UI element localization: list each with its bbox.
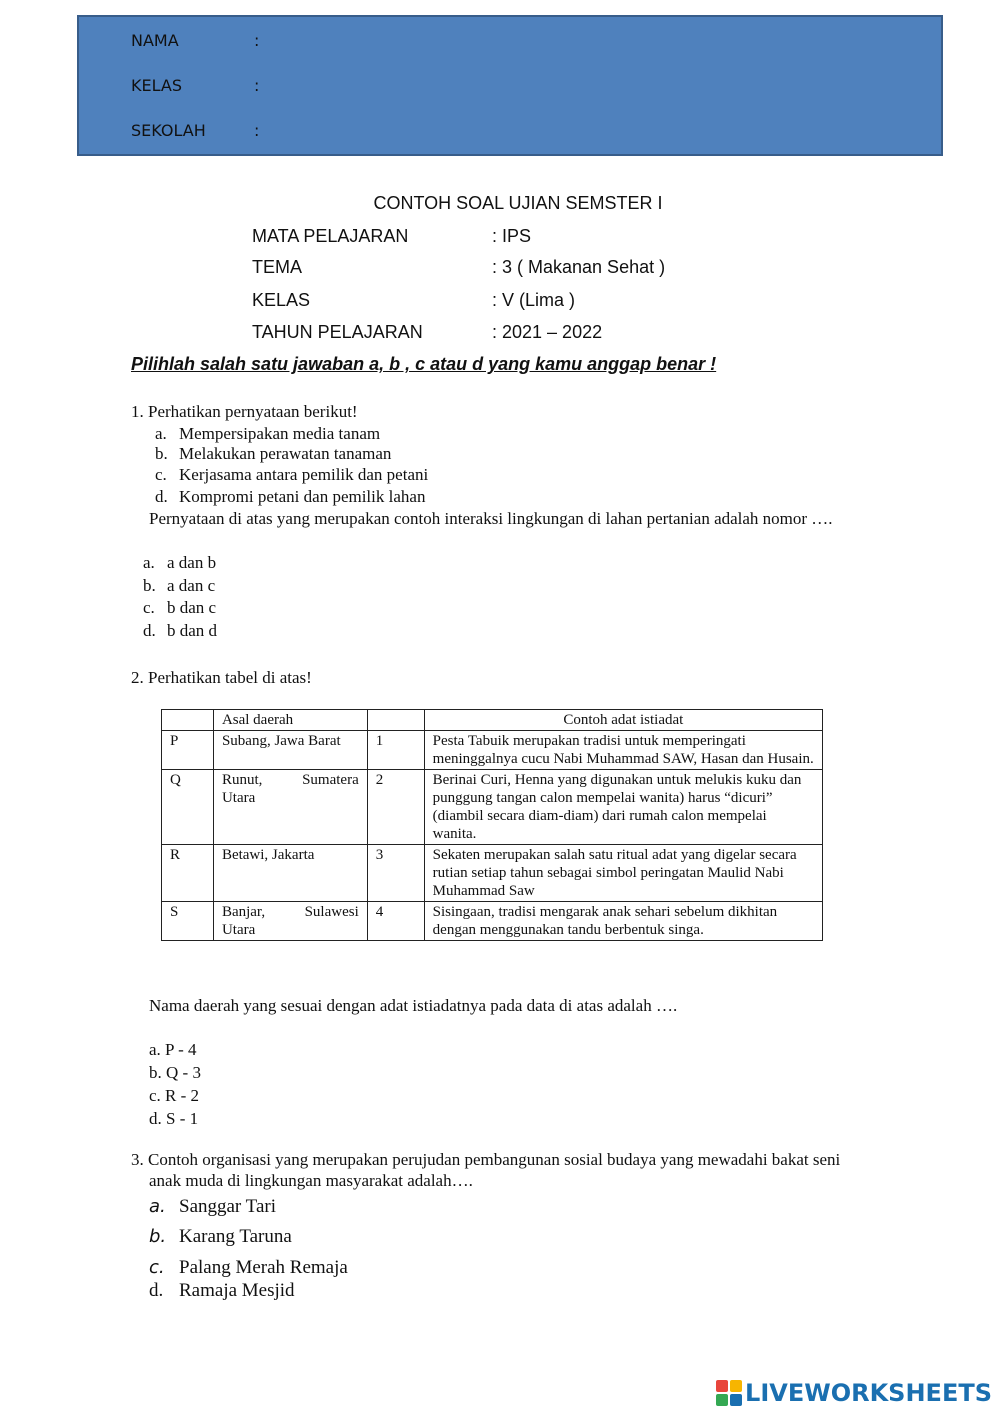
exam-title: CONTOH SOAL UJIAN SEMSTER I [373, 193, 663, 213]
table-cell: Q [162, 770, 214, 845]
table-header-cell: Asal daerah [213, 710, 367, 731]
statement-text: Mempersipakan media tanam [179, 424, 381, 443]
identity-label: SEKOLAH [131, 121, 206, 140]
logo-tile [730, 1394, 742, 1406]
meta-value: : IPS [492, 226, 532, 246]
table-cell: Sisingaan, tradisi mengarak anak sehari sebelum dikhitan dengan menggunakan tandu berbentuk singa. [424, 902, 822, 941]
q1-option-a[interactable] [143, 552, 216, 574]
identity-colon: : [254, 31, 260, 50]
table-header-row [162, 710, 823, 731]
option-text: Ramaja Mesjid [179, 1280, 295, 1301]
option-marker: d. [149, 1280, 164, 1301]
option-marker: a. [143, 553, 155, 572]
q3-option-a[interactable] [149, 1196, 449, 1222]
meta-key: MATA PELAJARAN [252, 226, 409, 246]
option-marker: c. [149, 1257, 165, 1278]
table-cell: S [162, 902, 214, 941]
option-text: a dan b [167, 553, 217, 572]
logo-tile [716, 1394, 728, 1406]
student-identity-box [77, 15, 943, 156]
meta-key: TAHUN PELAJARAN [252, 322, 423, 342]
table-row [162, 770, 823, 845]
q1-stem: 1. Perhatikan pernyataan berikut! [131, 402, 358, 421]
table-header-cell: Contoh adat istiadat [424, 710, 822, 731]
q1-statement [155, 464, 428, 486]
q1-option-d[interactable] [143, 620, 217, 642]
identity-colon: : [254, 76, 260, 95]
q3-option-d[interactable] [149, 1280, 449, 1306]
statement-text: Kerjasama antara pemilik dan petani [179, 465, 429, 484]
table-cell: 1 [367, 731, 424, 770]
instruction-text: Pilihlah salah satu jawaban a, b , c atau d yang kamu anggap benar ! [131, 354, 717, 374]
statement-marker: b. [155, 444, 168, 463]
table-cell: 2 [367, 770, 424, 845]
table-cell: Pesta Tabuik merupakan tradisi untuk memperingati meninggalnya cucu Nabi Muhammad SAW, Hasan dan Husain. [424, 731, 822, 770]
q2-option-c[interactable]: c. R - 2 [149, 1086, 200, 1105]
q1-prompt: Pernyataan di atas yang merupakan contoh interaksi lingkungan di lahan pertanian adalah nomor …. [149, 509, 833, 528]
liveworksheets-wordmark: LIVEWORKSHEETS [745, 1379, 992, 1407]
q3-option-b[interactable] [149, 1226, 449, 1252]
q2-option-a[interactable]: a. P - 4 [149, 1040, 197, 1059]
statement-text: Kompromi petani dan pemilik lahan [179, 487, 426, 506]
table-cell: Betawi, Jakarta [213, 845, 367, 902]
q1-option-b[interactable] [143, 575, 215, 597]
option-marker: b. [149, 1226, 167, 1247]
identity-colon: : [254, 121, 260, 140]
option-marker: d. [143, 621, 156, 640]
q3-stem-line1: 3. Contoh organisasi yang merupakan perujudan pembangunan sosial budaya yang mewadahi bakat seni [131, 1150, 841, 1169]
q3-stem-line2: anak muda di lingkungan masyarakat adalah…. [149, 1171, 473, 1190]
table-cell: 3 [367, 845, 424, 902]
q2-prompt: Nama daerah yang sesuai dengan adat istiadatnya pada data di atas adalah …. [149, 996, 678, 1015]
table-cell: Berinai Curi, Henna yang digunakan untuk melukis kuku dan punggung tangan calon mempelai wanita) harus “dicuri” (diambil secara diam-diam) dari rumah calon mempelai wanita. [424, 770, 822, 845]
meta-row [0, 322, 1000, 346]
table-row [162, 845, 823, 902]
q2-option-b[interactable]: b. Q - 3 [149, 1063, 201, 1082]
q1-statement [155, 423, 380, 445]
logo-tile [730, 1380, 742, 1392]
statement-marker: c. [155, 465, 167, 484]
meta-value: : 2021 – 2022 [492, 322, 603, 342]
option-text: a dan c [167, 576, 216, 595]
table-header-cell [367, 710, 424, 731]
q1-option-c[interactable] [143, 597, 216, 619]
liveworksheets-logo [716, 1378, 992, 1408]
identity-label: NAMA [131, 31, 179, 50]
table-cell: Banjar, Sulawesi Utara [213, 902, 367, 941]
q1-statement [155, 443, 391, 465]
statement-text: Melakukan perawatan tanaman [179, 444, 392, 463]
logo-tile [716, 1380, 728, 1392]
table-cell: R [162, 845, 214, 902]
meta-key: TEMA [252, 257, 303, 277]
table-cell: Runut, Sumatera Utara [213, 770, 367, 845]
option-marker: c. [143, 598, 155, 617]
meta-row [0, 226, 1000, 250]
q1-statement [155, 486, 425, 508]
table-cell: Subang, Jawa Barat [213, 731, 367, 770]
statement-marker: a. [155, 424, 167, 443]
option-text: Palang Merah Remaja [179, 1257, 348, 1278]
table-cell: P [162, 731, 214, 770]
table-row [162, 731, 823, 770]
q2-stem: 2. Perhatikan tabel di atas! [131, 668, 312, 687]
liveworksheets-icon [716, 1380, 742, 1406]
meta-row [0, 257, 1000, 281]
meta-value: : 3 ( Makanan Sehat ) [492, 257, 666, 277]
q2-option-d[interactable]: d. S - 1 [149, 1109, 199, 1128]
option-text: b dan c [167, 598, 217, 617]
table-row [162, 902, 823, 941]
meta-row [0, 290, 1000, 314]
meta-value: : V (Lima ) [492, 290, 576, 310]
option-marker: b. [143, 576, 156, 595]
table-cell: Sekaten merupakan salah satu ritual adat yang digelar secara rutian setiap tahun sebagai simbol peringatan Maulid Nabi Muhammad Saw [424, 845, 822, 902]
option-text: b dan d [167, 621, 218, 640]
option-text: Karang Taruna [179, 1226, 292, 1247]
option-marker: a. [149, 1196, 166, 1217]
identity-label: KELAS [131, 76, 182, 95]
meta-key: KELAS [252, 290, 311, 310]
option-text: Sanggar Tari [179, 1196, 276, 1217]
statement-marker: d. [155, 487, 168, 506]
table-cell: 4 [367, 902, 424, 941]
adat-istiadat-table [161, 709, 823, 941]
table-header-cell [162, 710, 214, 731]
